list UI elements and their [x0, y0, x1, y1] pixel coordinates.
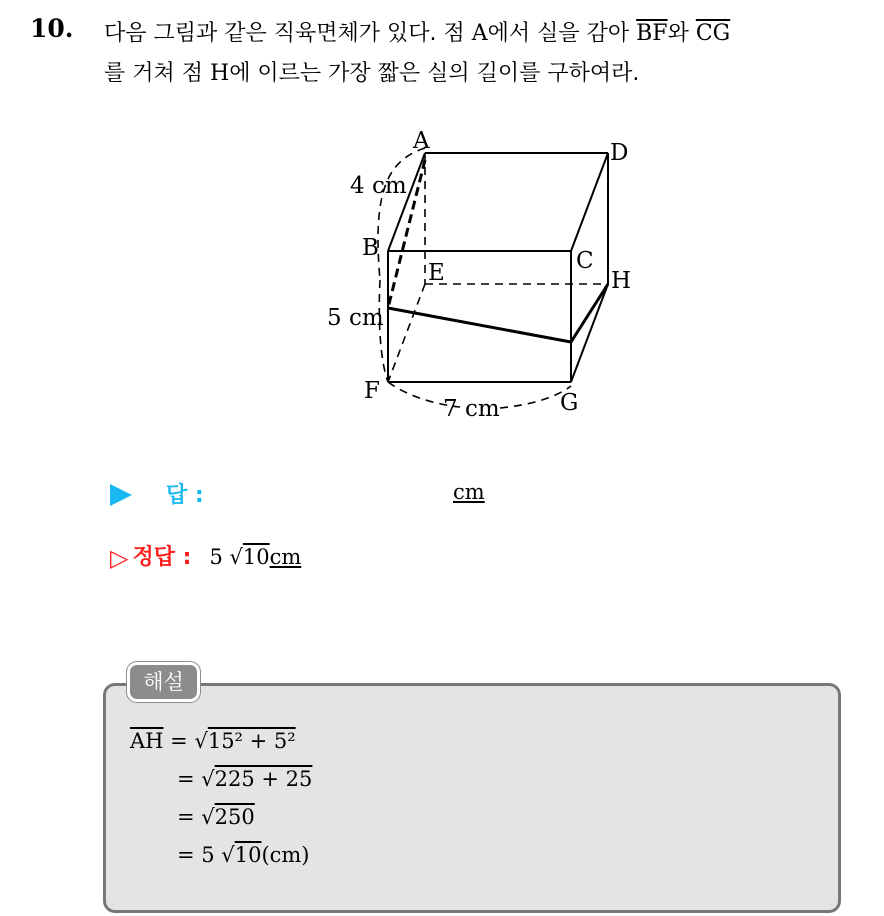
edge-dc — [571, 153, 608, 251]
string-path-front — [388, 308, 571, 342]
explanation-eq-3: = √ — [177, 805, 215, 829]
explanation-line-4 — [177, 843, 310, 867]
label-e: E — [428, 260, 445, 286]
segment-cg-text: $\overline{CG}$ — [695, 21, 731, 46]
label-h: H — [611, 268, 632, 294]
correct-triangle-icon: ▷ — [110, 544, 129, 572]
correct-unit: cm — [269, 545, 302, 569]
hidden-edge-ef — [388, 284, 425, 382]
explanation-eq-4: = 5 √ — [177, 843, 235, 867]
explanation-tab: 해설 — [127, 662, 200, 702]
point-h-text: H — [210, 61, 230, 86]
answer-row — [110, 478, 204, 509]
answer-label: 답 : — [166, 483, 204, 508]
segment-bf-text: $\overline{BF}$ — [636, 21, 668, 46]
question-text-1a: 다음 그림과 같은 직육면체가 있다. 점 — [104, 21, 472, 46]
label-f: F — [364, 378, 380, 404]
question-text-2a: 를 거쳐 점 — [104, 61, 210, 86]
explanation-eq-1: = √ — [170, 729, 208, 753]
correct-answer-label: 정답 : — [132, 545, 192, 570]
correct-answer-row — [110, 540, 301, 572]
explanation-line-1 — [130, 729, 296, 753]
question-text-2b: 에 이르는 가장 짧은 실의 길이를 구하여라. — [229, 61, 640, 86]
question-line-2 — [104, 56, 639, 87]
explanation-unit-4: (cm) — [261, 843, 310, 867]
dimension-bf: 5 cm — [327, 305, 384, 331]
correct-answer-value — [209, 545, 301, 569]
question-text-1b: 에서 실을 감아 — [487, 21, 637, 46]
question-text-1c: 와 — [667, 21, 696, 46]
explanation-eq-2: = √ — [177, 767, 215, 791]
explanation-radicand-3: 250 — [214, 805, 255, 829]
question-line-1 — [104, 16, 730, 47]
explanation-line-2 — [177, 767, 312, 791]
label-a: A — [413, 128, 430, 154]
explanation-box — [103, 683, 841, 913]
correct-coef: 5 — [209, 545, 230, 569]
correct-radicand: 10 — [242, 545, 270, 569]
explanation-radicand-1: 15² + 5² — [207, 729, 296, 753]
answer-unit: cm — [453, 480, 485, 504]
explanation-lhs: $\overline{AH}$ — [130, 729, 164, 753]
point-a-text: A — [471, 21, 488, 46]
label-g: G — [560, 390, 579, 416]
correct-radical-sign: √ — [229, 545, 243, 569]
label-b: B — [362, 235, 379, 261]
explanation-radicand-4: 10 — [234, 843, 262, 867]
dimension-fg: 7 cm — [443, 396, 500, 422]
label-c: C — [576, 248, 594, 274]
dimension-ab: 4 cm — [350, 173, 407, 199]
label-d: D — [610, 140, 629, 166]
explanation-line-3 — [177, 805, 255, 829]
answer-triangle-icon — [110, 484, 132, 506]
explanation-radicand-2: 225 + 25 — [214, 767, 313, 791]
cuboid-figure — [300, 120, 640, 430]
question-number: 10. — [30, 14, 74, 43]
dimension-arc-bf — [379, 280, 388, 382]
